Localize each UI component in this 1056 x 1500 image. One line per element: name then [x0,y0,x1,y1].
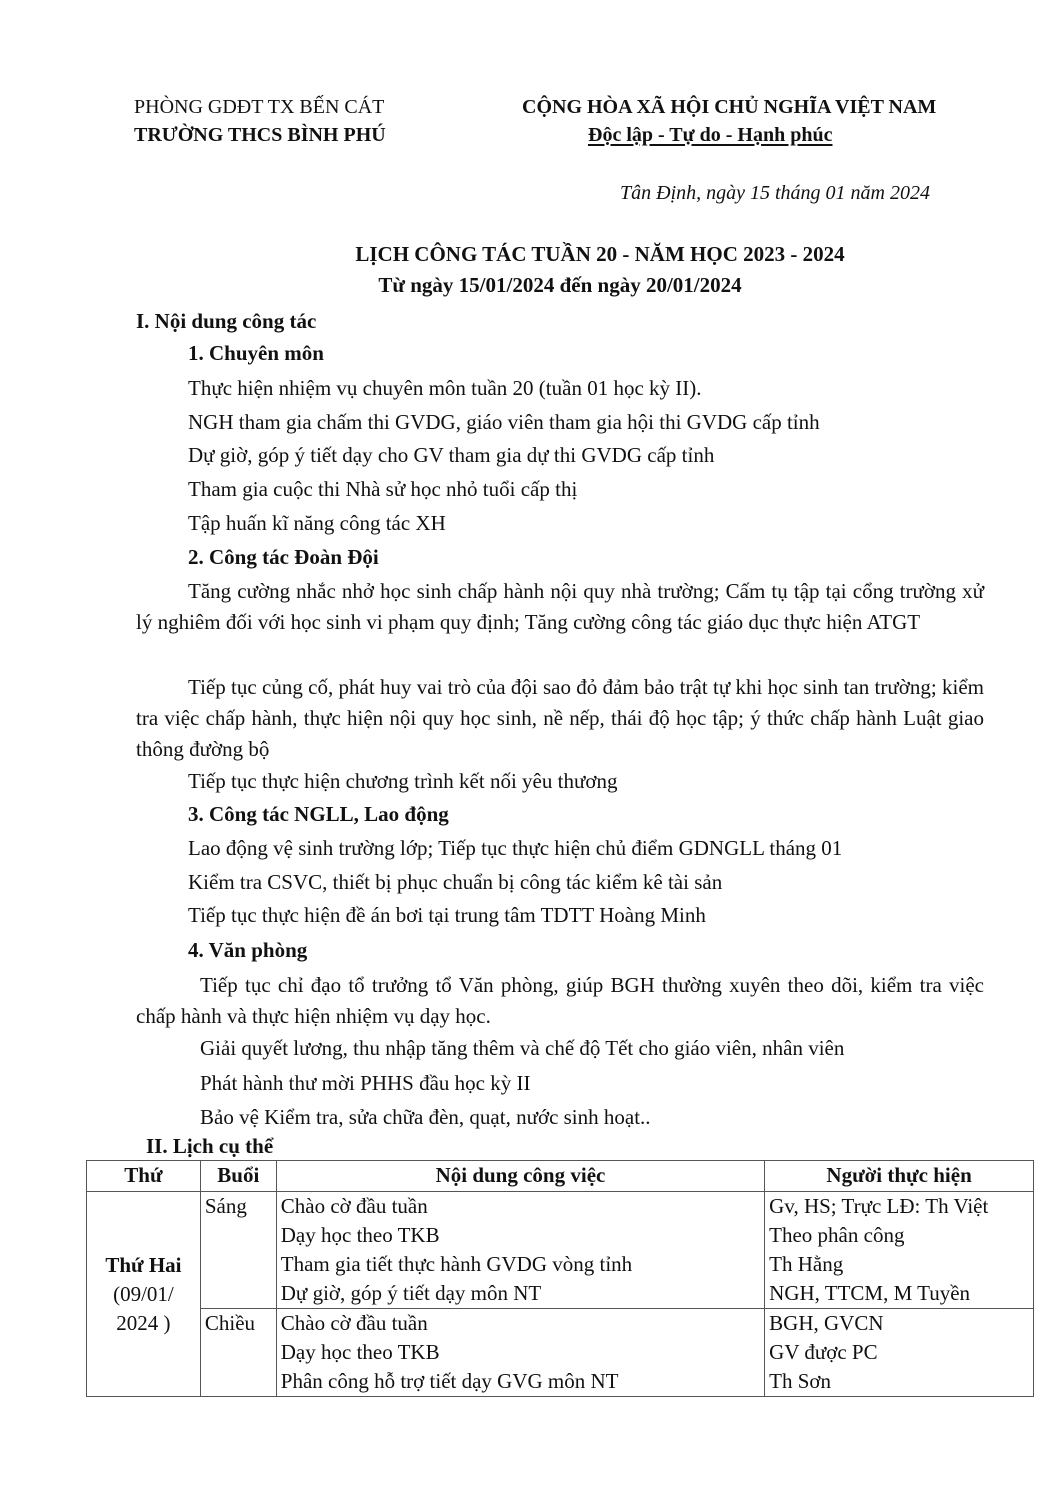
task-item: Tham gia tiết thực hành GVDG vòng tỉnh [280,1252,633,1276]
labor-item: Tiếp tục thực hiện đề án bơi tại trung tâm TDTT Hoàng Minh [188,903,706,927]
column-header-content: Nội dung công việc [276,1161,764,1192]
tasks-cell-morning [276,1192,764,1309]
labor-item: Lao động vệ sinh trường lớp; Tiếp tục thực hiện chủ điểm GDNGLL tháng 01 [188,836,843,860]
document-subtitle: Từ ngày 15/01/2024 đến ngày 20/01/2024 [378,273,742,297]
people-cell-afternoon [765,1309,1034,1397]
task-item: Dự giờ, góp ý tiết dạy môn NT [280,1281,542,1305]
office-item: Bảo vệ Kiểm tra, sửa chữa đèn, quạt, nước sinh hoạt.. [200,1105,651,1129]
professional-item: NGH tham gia chấm thi GVDG, giáo viên tham gia hội thi GVDG cấp tỉnh [188,410,820,434]
office-paragraph: Tiếp tục chỉ đạo tổ trưởng tổ Văn phòng, giúp BGH thường xuyên theo dõi, kiểm tra việc chấp hành và thực hiện nhiệm vụ dạy học. [136,973,984,1028]
task-item: Dạy học theo TKB [280,1340,440,1364]
person-item: Gv, HS; Trực LĐ: Th Việt [769,1194,989,1218]
task-item: Phân công hỗ trợ tiết dạy GVG môn NT [280,1369,619,1393]
section-2-heading: II. Lịch cụ thể [146,1134,274,1158]
union-item: Tiếp tục thực hiện chương trình kết nối yêu thương [188,769,618,793]
professional-item: Thực hiện nhiệm vụ chuyên môn tuần 20 (tuần 01 học kỳ II). [188,376,702,400]
section-1-heading: I. Nội dung công tác [136,309,317,333]
tasks-cell-afternoon [276,1309,764,1397]
column-header-session: Buổi [200,1161,276,1192]
professional-item: Dự giờ, góp ý tiết dạy cho GV tham gia dự thi GVDG cấp tỉnh [188,443,715,467]
subsection-3-heading: 3. Công tác NGLL, Lao động [188,802,449,826]
person-item: Th Hằng [769,1252,844,1276]
task-item: Chào cờ đầu tuần [280,1311,428,1335]
table-row-morning [87,1192,1034,1309]
date-line: Tân Định, ngày 15 tháng 01 năm 2024 [620,182,930,204]
day-date: 2024 ) [116,1310,171,1335]
subsection-2-heading: 2. Công tác Đoàn Đội [188,545,379,569]
task-item: Dạy học theo TKB [280,1223,440,1247]
union-paragraph: Tiếp tục củng cố, phát huy vai trò của đội sao đỏ đảm bảo trật tự khi học sinh tan trường; kiểm tra việc chấp hành, thực hiện nội quy học sinh, nề nếp, thái độ học tập; ý thức chấp hành Luật giao thông đường bộ [136,675,984,761]
day-date: (09/01/ [113,1281,174,1306]
session-label: Sáng [204,1194,247,1218]
labor-item: Kiểm tra CSVC, thiết bị phục chuẩn bị công tác kiểm kê tài sản [188,870,723,894]
session-cell-afternoon [200,1309,276,1397]
schedule-table [86,1160,1034,1397]
table-header-row [87,1161,1034,1192]
column-header-day: Thứ [87,1161,201,1192]
union-paragraph: Tăng cường nhắc nhở học sinh chấp hành nội quy nhà trường; Cấm tụ tập tại cổng trường xử lý nghiêm đối với học sinh vi phạm quy định; Tăng cường công tác giáo dục thực hiện ATGT [136,579,984,634]
professional-item: Tham gia cuộc thi Nhà sử học nhỏ tuổi cấp thị [188,477,578,501]
day-name: Thứ Hai [105,1252,182,1277]
day-cell [87,1192,201,1397]
subsection-4-heading: 4. Văn phòng [188,938,308,962]
header-school-name: TRƯỜNG THCS BÌNH PHÚ [134,124,386,146]
office-item: Phát hành thư mời PHHS đầu học kỳ II [200,1071,531,1095]
subsection-1-heading: 1. Chuyên môn [188,341,324,365]
task-item: Chào cờ đầu tuần [280,1194,428,1218]
office-item: Giải quyết lương, thu nhập tăng thêm và chế độ Tết cho giáo viên, nhân viên [200,1036,845,1060]
person-item: GV được PC [769,1340,878,1364]
header-motto: Độc lập - Tự do - Hạnh phúc [588,124,833,146]
header-department: PHÒNG GDĐT TX BẾN CÁT [134,96,385,118]
person-item: NGH, TTCM, M Tuyền [769,1281,971,1305]
person-item: Th Sơn [769,1369,832,1393]
person-item: Theo phân công [769,1223,905,1247]
session-cell-morning [200,1192,276,1309]
person-item: BGH, GVCN [769,1311,884,1335]
header-country-name: CỘNG HÒA XÃ HỘI CHỦ NGHĨA VIỆT NAM [522,96,937,118]
column-header-person: Người thực hiện [765,1161,1034,1192]
people-cell-morning [765,1192,1034,1309]
professional-item: Tập huấn kĩ năng công tác XH [188,511,446,535]
session-label: Chiều [204,1311,256,1335]
table-row-afternoon [87,1309,1034,1397]
document-title: LỊCH CÔNG TÁC TUẦN 20 - NĂM HỌC 2023 - 2024 [355,242,845,266]
